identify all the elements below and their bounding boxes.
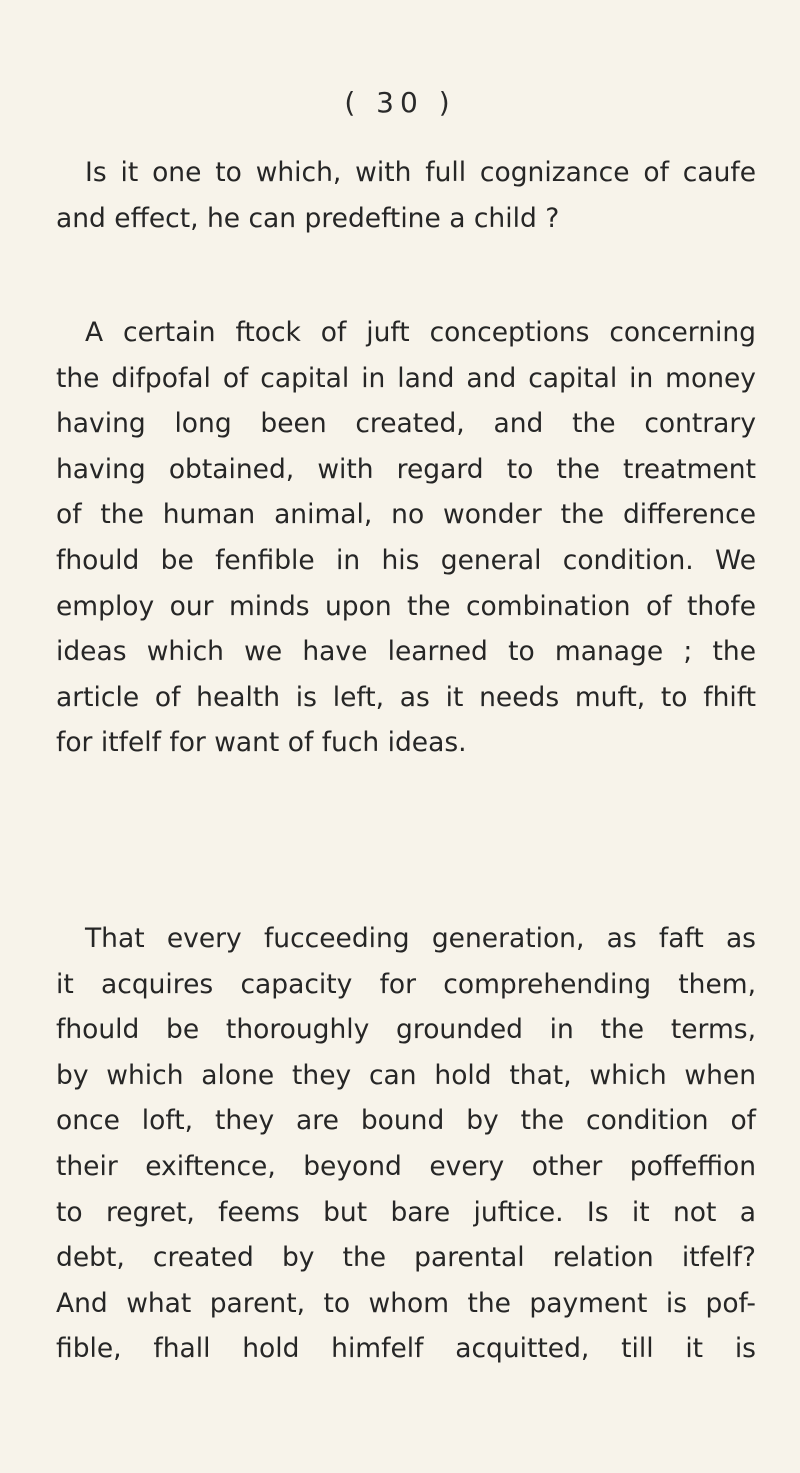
text-line: debt, created by the parental relation itfelf?: [56, 1242, 756, 1274]
text-line: fhould be thoroughly grounded in the terms,: [56, 1014, 756, 1046]
text-line: by which alone they can hold that, which when: [56, 1059, 756, 1091]
text-line: the difpofal of capital in land and capital in money: [56, 362, 756, 394]
text-line: ideas which we have learned to manage ; the: [56, 636, 756, 668]
text-line: having obtained, with regard to the treatment: [56, 453, 756, 485]
paragraph-1: [56, 150, 756, 241]
text-line: A certain ftock of juft conceptions concerning: [85, 317, 756, 348]
page-number: ( 30 ): [344, 86, 456, 119]
text-line: Is it one to which, with full cognizance of caufe: [85, 157, 756, 188]
text-line: of the human animal, no wonder the difference: [56, 499, 756, 531]
text-line: fible, fhall hold himfelf acquitted, till it is: [56, 1333, 756, 1365]
text-line: article of health is left, as it needs muft, to fhift: [56, 681, 756, 713]
text-line: for itfelf for want of fuch ideas.: [56, 727, 467, 759]
text-line: and effect, he can predeftine a child ?: [56, 202, 560, 234]
text-line: once loft, they are bound by the condition of: [56, 1105, 756, 1137]
text-line: And what parent, to whom the payment is pof-: [56, 1287, 756, 1319]
text-line: having long been created, and the contrary: [56, 408, 756, 440]
text-line: it acquires capacity for comprehending them,: [56, 968, 756, 1000]
text-line: to regret, feems but bare juftice. Is it not a: [56, 1196, 756, 1228]
paragraph-2: [56, 310, 756, 766]
paragraph-3: [56, 916, 756, 1372]
text-line: fhould be fenfible in his general condition. We: [56, 544, 756, 576]
text-line: their exiftence, beyond every other poffeffion: [56, 1150, 756, 1182]
text-line: That every fucceeding generation, as faft as: [85, 923, 756, 954]
text-line: employ our minds upon the combination of thofe: [56, 590, 756, 622]
